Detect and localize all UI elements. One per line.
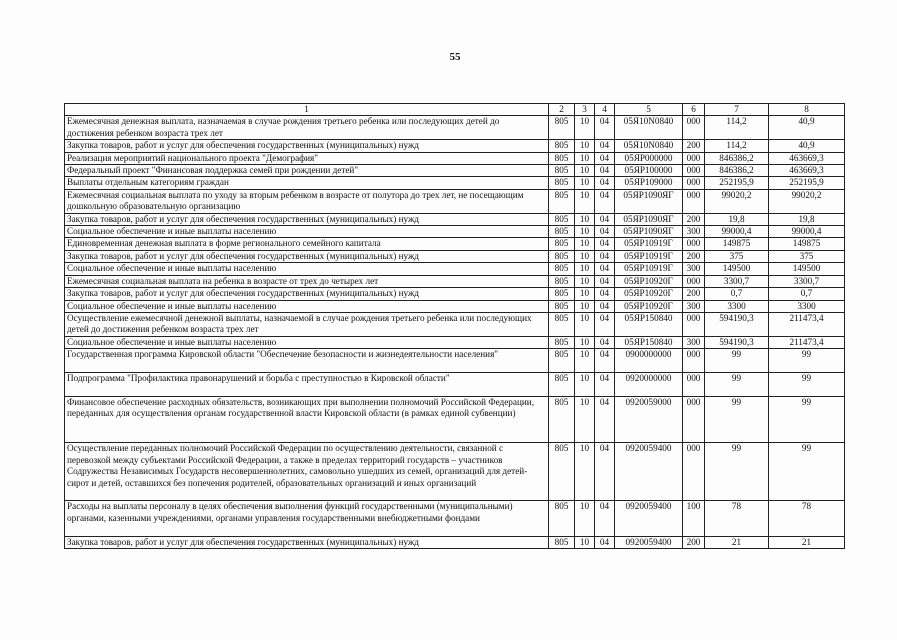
header-cell: 5 (615, 104, 683, 116)
subsection-cell: 04 (595, 349, 615, 373)
target-article-cell: 05ЯР10920Г (615, 275, 683, 287)
expense-type-cell: 000 (683, 152, 705, 164)
target-article-cell: 05ЯР1090ЯГ (615, 226, 683, 238)
amount-cell: 149500 (769, 263, 845, 275)
section-cell: 10 (575, 312, 595, 336)
amount-cell: 21 (705, 536, 769, 548)
amount-cell: 594190,3 (705, 312, 769, 336)
expense-type-cell: 100 (683, 501, 705, 536)
code-cell: 805 (549, 263, 575, 275)
target-article-cell: 05ЯР10919Г (615, 238, 683, 250)
amount-cell: 3300 (769, 300, 845, 312)
item-name-cell: Социальное обеспечение и иные выплаты населению (65, 300, 549, 312)
expense-type-cell: 300 (683, 226, 705, 238)
table-row (65, 349, 845, 373)
target-article-cell: 05ЯР150840 (615, 312, 683, 336)
item-name-cell: Закупка товаров, работ и услуг для обеспечения государственных (муниципальных) нужд (65, 213, 549, 225)
code-cell: 805 (549, 536, 575, 548)
subsection-cell: 04 (595, 263, 615, 275)
item-name-cell: Реализация мероприятий национального проекта "Демография" (65, 152, 549, 164)
code-cell: 805 (549, 501, 575, 536)
item-name-cell: Ежемесячная социальная выплата на ребенка в возрасте от трех до четырех лет (65, 275, 549, 287)
code-cell: 805 (549, 275, 575, 287)
item-name-cell: Федеральный проект "Финансовая поддержка семей при рождении детей" (65, 165, 549, 177)
item-name-cell: Осуществление переданных полномочий Российской Федерации по осуществлению деятельности, связанной с перевозкой между субъектами Российской Федерации, а также в пределах территорий государств – участников Содружества Независимых Государств несовершеннолетних, самовольно ушедших из семей, организаций для детей-сирот и детей, оставшихся без попечения родителей, образовательных организаций и иных организаций (65, 443, 549, 501)
table-row (65, 189, 845, 213)
subsection-cell: 04 (595, 372, 615, 396)
table-row (65, 250, 845, 262)
table-row (65, 288, 845, 300)
table-row (65, 140, 845, 152)
subsection-cell: 04 (595, 501, 615, 536)
code-cell: 805 (549, 312, 575, 336)
code-cell: 805 (549, 213, 575, 225)
code-cell: 805 (549, 396, 575, 443)
subsection-cell: 04 (595, 288, 615, 300)
code-cell: 805 (549, 238, 575, 250)
expense-type-cell: 000 (683, 396, 705, 443)
amount-cell: 78 (705, 501, 769, 536)
section-cell: 10 (575, 177, 595, 189)
target-article-cell: 0920059400 (615, 443, 683, 501)
amount-cell: 463669,3 (769, 165, 845, 177)
target-article-cell: 05ЯР109000 (615, 177, 683, 189)
code-cell: 805 (549, 140, 575, 152)
table-row (65, 213, 845, 225)
amount-cell: 99 (705, 396, 769, 443)
table-row (65, 536, 845, 548)
amount-cell: 3300 (705, 300, 769, 312)
code-cell: 805 (549, 177, 575, 189)
expense-type-cell: 000 (683, 275, 705, 287)
subsection-cell: 04 (595, 336, 615, 348)
amount-cell: 99 (705, 372, 769, 396)
amount-cell: 99000,4 (769, 226, 845, 238)
code-cell: 805 (549, 336, 575, 348)
code-cell: 805 (549, 226, 575, 238)
code-cell: 805 (549, 165, 575, 177)
item-name-cell: Осуществление ежемесячной денежной выплаты, назначаемой в случае рождения третьего ребенка или последующих детей до достижения ребенком возраста трех лет (65, 312, 549, 336)
code-cell: 805 (549, 116, 575, 140)
table-row (65, 336, 845, 348)
section-cell: 10 (575, 336, 595, 348)
amount-cell: 99 (769, 443, 845, 501)
expense-type-cell: 000 (683, 443, 705, 501)
subsection-cell: 04 (595, 396, 615, 443)
table-header-row (65, 104, 845, 116)
header-cell: 7 (705, 104, 769, 116)
target-article-cell: 05ЯР000000 (615, 152, 683, 164)
target-article-cell: 05Я10N0840 (615, 116, 683, 140)
item-name-cell: Закупка товаров, работ и услуг для обеспечения государственных (муниципальных) нужд (65, 140, 549, 152)
target-article-cell: 0920059400 (615, 501, 683, 536)
amount-cell: 211473,4 (769, 312, 845, 336)
amount-cell: 149500 (705, 263, 769, 275)
section-cell: 10 (575, 238, 595, 250)
code-cell: 805 (549, 300, 575, 312)
expense-type-cell: 200 (683, 140, 705, 152)
expense-type-cell: 300 (683, 263, 705, 275)
table-row (65, 501, 845, 536)
item-name-cell: Выплаты отдельным категориям граждан (65, 177, 549, 189)
target-article-cell: 05ЯР10920Г (615, 288, 683, 300)
expense-type-cell: 200 (683, 288, 705, 300)
target-article-cell: 05ЯР150840 (615, 336, 683, 348)
amount-cell: 99 (769, 349, 845, 373)
section-cell: 10 (575, 263, 595, 275)
section-cell: 10 (575, 372, 595, 396)
section-cell: 10 (575, 288, 595, 300)
expense-type-cell: 000 (683, 189, 705, 213)
code-cell: 805 (549, 443, 575, 501)
code-cell: 805 (549, 152, 575, 164)
item-name-cell: Подпрограмма "Профилактика правонарушений и борьба с преступностью в Кировской области" (65, 372, 549, 396)
subsection-cell: 04 (595, 226, 615, 238)
amount-cell: 99 (705, 349, 769, 373)
header-cell: 1 (65, 104, 549, 116)
section-cell: 10 (575, 501, 595, 536)
expense-type-cell: 000 (683, 116, 705, 140)
header-cell: 4 (595, 104, 615, 116)
subsection-cell: 04 (595, 116, 615, 140)
item-name-cell: Ежемесячная социальная выплата по уходу за вторым ребенком в возрасте от полутора до трех лет, не посещающим дошкольную образовательную организацию (65, 189, 549, 213)
code-cell: 805 (549, 288, 575, 300)
expense-type-cell: 200 (683, 536, 705, 548)
amount-cell: 40,9 (769, 140, 845, 152)
target-article-cell: 0920059000 (615, 396, 683, 443)
expense-type-cell: 300 (683, 300, 705, 312)
section-cell: 10 (575, 189, 595, 213)
code-cell: 805 (549, 250, 575, 262)
amount-cell: 0,7 (705, 288, 769, 300)
section-cell: 10 (575, 536, 595, 548)
target-article-cell: 0920059400 (615, 536, 683, 548)
subsection-cell: 04 (595, 443, 615, 501)
item-name-cell: Государственная программа Кировской области "Обеспечение безопасности и жизнедеятельности населения" (65, 349, 549, 373)
amount-cell: 0,7 (769, 288, 845, 300)
amount-cell: 3300,7 (705, 275, 769, 287)
target-article-cell: 05Я10N0840 (615, 140, 683, 152)
table-row (65, 177, 845, 189)
amount-cell: 21 (769, 536, 845, 548)
amount-cell: 19,8 (705, 213, 769, 225)
amount-cell: 846386,2 (705, 165, 769, 177)
expense-type-cell: 300 (683, 336, 705, 348)
subsection-cell: 04 (595, 312, 615, 336)
section-cell: 10 (575, 213, 595, 225)
table-row (65, 152, 845, 164)
amount-cell: 99 (769, 396, 845, 443)
amount-cell: 463669,3 (769, 152, 845, 164)
expense-type-cell: 200 (683, 213, 705, 225)
section-cell: 10 (575, 300, 595, 312)
amount-cell: 99000,4 (705, 226, 769, 238)
table-row (65, 372, 845, 396)
amount-cell: 594190,3 (705, 336, 769, 348)
section-cell: 10 (575, 226, 595, 238)
code-cell: 805 (549, 372, 575, 396)
amount-cell: 114,2 (705, 116, 769, 140)
table-row (65, 116, 845, 140)
amount-cell: 19,8 (769, 213, 845, 225)
amount-cell: 99 (769, 372, 845, 396)
item-name-cell: Расходы на выплаты персоналу в целях обеспечения выполнения функций государственными (муниципальными) органами, казенными учреждениями, органами управления государственными внебюджетными фондами (65, 501, 549, 536)
table-row (65, 275, 845, 287)
amount-cell: 3300,7 (769, 275, 845, 287)
amount-cell: 149875 (705, 238, 769, 250)
item-name-cell: Ежемесячная денежная выплата, назначаемая в случае рождения третьего ребенка или последующих детей до достижения ребенком возраста трех лет (65, 116, 549, 140)
target-article-cell: 05ЯР10919Г (615, 263, 683, 275)
amount-cell: 40,9 (769, 116, 845, 140)
expense-type-cell: 000 (683, 238, 705, 250)
amount-cell: 99 (705, 443, 769, 501)
table-row (65, 396, 845, 443)
item-name-cell: Социальное обеспечение и иные выплаты населению (65, 263, 549, 275)
subsection-cell: 04 (595, 250, 615, 262)
expense-type-cell: 200 (683, 250, 705, 262)
target-article-cell: 0900000000 (615, 349, 683, 373)
expense-type-cell: 000 (683, 165, 705, 177)
table-row (65, 443, 845, 501)
item-name-cell: Социальное обеспечение и иные выплаты населению (65, 336, 549, 348)
code-cell: 805 (549, 189, 575, 213)
section-cell: 10 (575, 152, 595, 164)
table-row (65, 300, 845, 312)
target-article-cell: 05ЯР10919Г (615, 250, 683, 262)
item-name-cell: Финансовое обеспечение расходных обязательств, возникающих при выполнении полномочий Российской Федерации, переданных для осуществления органам государственной власти Кировской области (в рамках единой субвенции) (65, 396, 549, 443)
page-number: 55 (449, 51, 461, 63)
amount-cell: 99020,2 (705, 189, 769, 213)
table-row (65, 238, 845, 250)
subsection-cell: 04 (595, 300, 615, 312)
target-article-cell: 05ЯР100000 (615, 165, 683, 177)
table-row (65, 226, 845, 238)
amount-cell: 846386,2 (705, 152, 769, 164)
section-cell: 10 (575, 165, 595, 177)
header-cell: 8 (769, 104, 845, 116)
section-cell: 10 (575, 443, 595, 501)
expense-type-cell: 000 (683, 177, 705, 189)
target-article-cell: 05ЯР1090ЯГ (615, 189, 683, 213)
amount-cell: 99020,2 (769, 189, 845, 213)
subsection-cell: 04 (595, 238, 615, 250)
amount-cell: 375 (705, 250, 769, 262)
item-name-cell: Единовременная денежная выплата в форме регионального семейного капитала (65, 238, 549, 250)
section-cell: 10 (575, 140, 595, 152)
subsection-cell: 04 (595, 152, 615, 164)
subsection-cell: 04 (595, 140, 615, 152)
subsection-cell: 04 (595, 177, 615, 189)
header-cell: 3 (575, 104, 595, 116)
subsection-cell: 04 (595, 536, 615, 548)
header-cell: 2 (549, 104, 575, 116)
amount-cell: 252195,9 (705, 177, 769, 189)
expense-type-cell: 000 (683, 349, 705, 373)
target-article-cell: 0920000000 (615, 372, 683, 396)
budget-table (64, 103, 845, 549)
subsection-cell: 04 (595, 275, 615, 287)
section-cell: 10 (575, 396, 595, 443)
item-name-cell: Социальное обеспечение и иные выплаты населению (65, 226, 549, 238)
amount-cell: 149875 (769, 238, 845, 250)
amount-cell: 375 (769, 250, 845, 262)
subsection-cell: 04 (595, 165, 615, 177)
item-name-cell: Закупка товаров, работ и услуг для обеспечения государственных (муниципальных) нужд (65, 288, 549, 300)
amount-cell: 252195,9 (769, 177, 845, 189)
subsection-cell: 04 (595, 189, 615, 213)
table-row (65, 312, 845, 336)
subsection-cell: 04 (595, 213, 615, 225)
item-name-cell: Закупка товаров, работ и услуг для обеспечения государственных (муниципальных) нужд (65, 536, 549, 548)
amount-cell: 211473,4 (769, 336, 845, 348)
target-article-cell: 05ЯР1090ЯГ (615, 213, 683, 225)
target-article-cell: 05ЯР10920Г (615, 300, 683, 312)
amount-cell: 114,2 (705, 140, 769, 152)
item-name-cell: Закупка товаров, работ и услуг для обеспечения государственных (муниципальных) нужд (65, 250, 549, 262)
expense-type-cell: 000 (683, 312, 705, 336)
section-cell: 10 (575, 116, 595, 140)
expense-type-cell: 000 (683, 372, 705, 396)
table-row (65, 263, 845, 275)
header-cell: 6 (683, 104, 705, 116)
section-cell: 10 (575, 275, 595, 287)
section-cell: 10 (575, 349, 595, 373)
section-cell: 10 (575, 250, 595, 262)
table-row (65, 165, 845, 177)
code-cell: 805 (549, 349, 575, 373)
amount-cell: 78 (769, 501, 845, 536)
